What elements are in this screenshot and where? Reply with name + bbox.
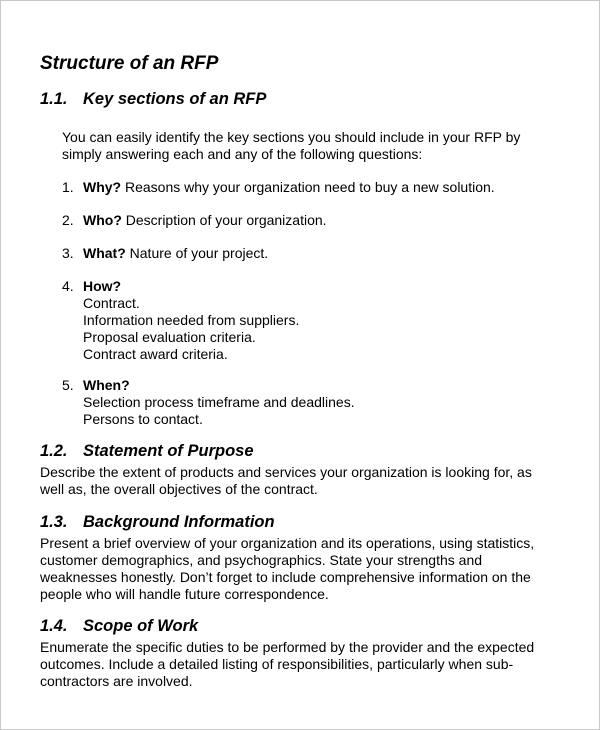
list-item-how xyxy=(62,278,299,363)
list-keyword: Who? xyxy=(83,212,122,228)
list-text: Nature of your project. xyxy=(129,245,269,261)
section-heading-background-information xyxy=(40,512,275,532)
list-keyword: What? xyxy=(83,245,126,261)
paragraph-line: Present a brief overview of your organization and its operations, using statistics, xyxy=(40,535,535,551)
list-subline: Information needed from suppliers. xyxy=(83,312,300,328)
list-keyword: When? xyxy=(83,377,130,393)
section-title: Key sections of an RFP xyxy=(83,90,267,108)
list-text: Description of your organization. xyxy=(125,212,327,228)
list-number: 3. xyxy=(62,245,74,261)
section-title: Background Information xyxy=(83,513,275,531)
section-number: 1.2. xyxy=(40,442,68,460)
section-paragraph xyxy=(40,639,534,690)
section-title: Scope of Work xyxy=(83,617,199,635)
section-intro-paragraph xyxy=(62,129,520,163)
list-subline: Selection process timeframe and deadlines. xyxy=(83,394,355,410)
paragraph-line: Describe the extent of products and services your organization is looking for, as xyxy=(40,464,532,480)
list-item-what xyxy=(62,245,268,262)
paragraph-line: You can easily identify the key sections you should include in your RFP by xyxy=(62,129,521,145)
list-item-when xyxy=(62,377,355,428)
list-number: 1. xyxy=(62,179,74,195)
document-title: Structure of an RFP xyxy=(40,53,219,74)
paragraph-line: well as, the overall objectives of the contract. xyxy=(40,481,318,497)
list-subline: Contract award criteria. xyxy=(83,346,228,362)
list-subline: Contract. xyxy=(83,295,140,311)
list-subline: Proposal evaluation criteria. xyxy=(83,329,256,345)
paragraph-line: customer demographics, and psychographics. State your strengths and xyxy=(40,552,483,568)
list-number: 2. xyxy=(62,212,74,228)
list-keyword: Why? xyxy=(83,179,122,195)
section-heading-statement-of-purpose xyxy=(40,441,254,461)
list-item-who xyxy=(62,212,327,229)
section-number: 1.3. xyxy=(40,513,68,531)
paragraph-line: outcomes. Include a detailed listing of responsibilities, particularly when sub- xyxy=(40,656,514,672)
section-heading-scope-of-work xyxy=(40,616,198,636)
list-item-why xyxy=(62,179,495,196)
list-number: 4. xyxy=(62,278,74,294)
section-title: Statement of Purpose xyxy=(83,442,254,460)
list-keyword: How? xyxy=(83,278,122,294)
paragraph-line: contractors are involved. xyxy=(40,673,193,689)
paragraph-line: weaknesses honestly. Don’t forget to include comprehensive information on the xyxy=(40,569,531,585)
section-number: 1.1. xyxy=(40,90,68,108)
list-text: Reasons why your organization need to buy a new solution. xyxy=(125,179,495,195)
section-paragraph xyxy=(40,464,532,498)
list-number: 5. xyxy=(62,377,74,393)
paragraph-line: people who will handle future correspondence. xyxy=(40,586,329,602)
paragraph-line: simply answering each and any of the following questions: xyxy=(62,146,423,162)
section-paragraph xyxy=(40,535,534,603)
section-number: 1.4. xyxy=(40,617,68,635)
paragraph-line: Enumerate the specific duties to be performed by the provider and the expected xyxy=(40,639,535,655)
list-subline: Persons to contact. xyxy=(83,411,203,427)
section-heading-key-sections xyxy=(40,89,266,109)
